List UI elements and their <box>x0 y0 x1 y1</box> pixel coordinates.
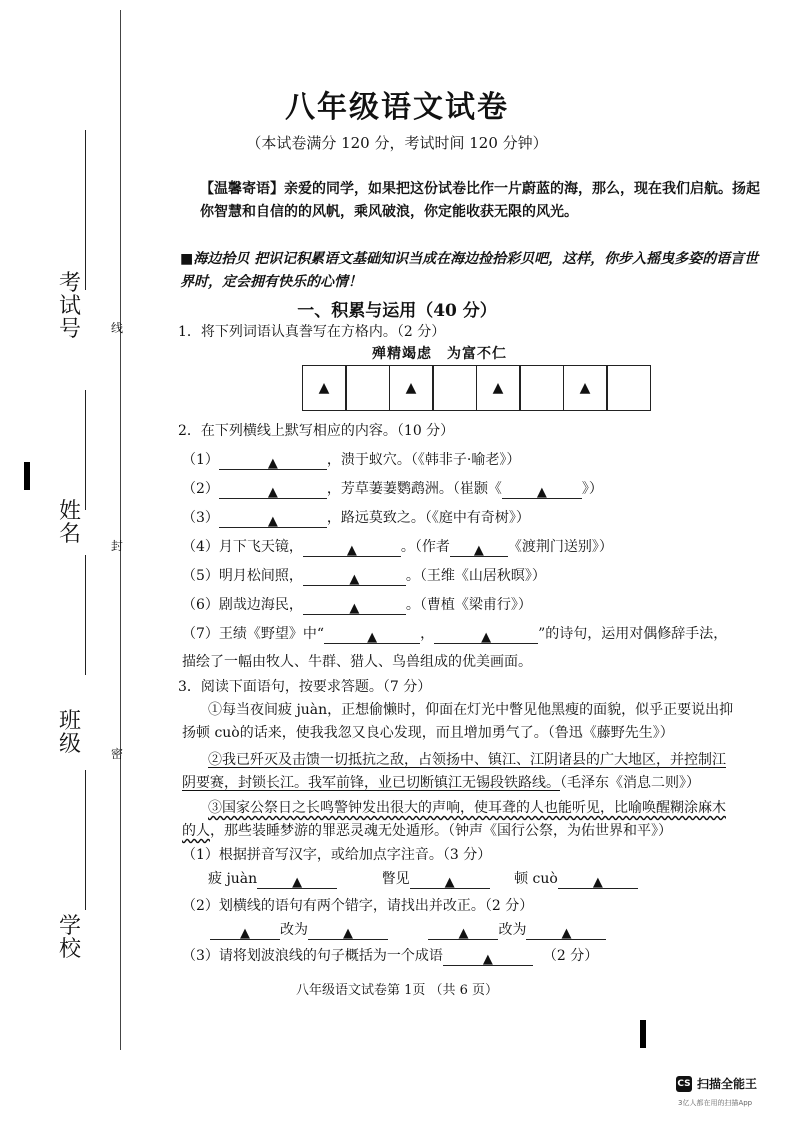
seal-mark-mi: 密 <box>110 747 123 761</box>
q3-passage-1-line-1: ①每当夜间疲 juàn，正想偷懒时，仰面在灯光中瞥见他黑瘦的面貌，似乎正要说出抑 <box>208 702 734 718</box>
underlined-sentence: 阴要赛，封锁长江。我军前锋，业已切断镇江无锡段铁路线。 <box>182 775 560 791</box>
triangle-mark: ▲ <box>343 926 353 941</box>
triangle-mark: ▲ <box>481 630 492 645</box>
pinyin-prompt: 顿 cuò <box>514 871 558 887</box>
q2-line-3 <box>182 508 530 528</box>
q3-passage-3-line-2 <box>182 821 672 841</box>
answer-blank[interactable] <box>443 949 533 966</box>
q3-sub2-answers <box>210 920 606 940</box>
school-line <box>85 770 86 910</box>
answer-blank[interactable] <box>303 569 406 586</box>
answer-blank[interactable] <box>410 872 490 889</box>
exam-no-line <box>85 130 86 290</box>
grid-cell[interactable]: ▲ <box>563 365 608 411</box>
q3-sub1-stem: （1）根据拼音写汉字，或给加点字注音。（3 分） <box>182 847 492 863</box>
answer-blank[interactable] <box>210 923 280 940</box>
grid-cell[interactable] <box>519 365 564 411</box>
q3-stem: 3．阅读下面语句，按要求答题。（7 分） <box>178 679 432 695</box>
item-text: （3）请将划波浪线的句子概括为一个成语 <box>182 948 443 964</box>
class-label: 班级 <box>58 709 81 758</box>
wavy-underlined-sentence: ③国家公祭日之长鸣警钟发出很大的声响，使耳聋的人也能听见，比喻唤醒糊涂麻木 <box>208 800 726 816</box>
q2-line-7 <box>182 624 727 644</box>
triangle-mark: ▲ <box>444 875 455 890</box>
grid-cell[interactable]: ▲ <box>476 365 521 411</box>
item-text: （7）王绩《野望》中“ <box>182 626 325 642</box>
item-text: ，芳草萋萋鹦鹉洲。（崔颢《 <box>326 481 502 497</box>
triangle-mark: ▲ <box>473 543 484 558</box>
grid-cell[interactable]: ▲ <box>389 365 434 411</box>
q3-sub3 <box>182 946 598 966</box>
seal-mark-xian: 线 <box>110 321 123 335</box>
camscanner-logo-icon: CS <box>676 1076 692 1092</box>
item-text: ，路远莫致之。（《庭中有奇树》） <box>326 510 530 526</box>
triangle-mark: ▲ <box>561 926 572 941</box>
seal-mark-feng: 封 <box>110 539 123 553</box>
item-text: （6）剧哉边海民， <box>182 597 303 613</box>
item-text: （5）明月松间照， <box>182 568 303 584</box>
answer-blank[interactable] <box>324 627 420 644</box>
alignment-bar-bottom <box>640 1020 646 1048</box>
q3-passage-2-line-2 <box>182 773 700 793</box>
triangle-mark: ▲ <box>267 485 278 500</box>
pinyin-prompt: 疲 juàn <box>208 871 258 887</box>
seaside-text: 把识记积累语文基础知识当成在海边捡拾彩贝吧，这样，你步入摇曳多姿的语言世界时，定会拥有快乐的心情！ <box>180 251 759 290</box>
name-label: 姓名 <box>58 499 81 548</box>
q2-line-6 <box>182 595 532 615</box>
item-text: 。（作者 <box>400 539 450 555</box>
q3-passage-3-line-1 <box>208 798 726 818</box>
q2-line-7-cont: 描绘了一幅由牧人、牛群、猎人、鸟兽组成的优美画面。 <box>182 654 532 670</box>
triangle-mark: ▲ <box>267 514 278 529</box>
answer-blank[interactable] <box>558 872 638 889</box>
grid-cell[interactable] <box>345 365 390 411</box>
triangle-mark: ▲ <box>367 630 378 645</box>
page-title: 八年级语文试卷 <box>285 90 509 125</box>
answer-blank[interactable] <box>502 482 582 499</box>
page-footer: 八年级语文试卷第 1页 （共 6 页） <box>295 983 499 998</box>
item-text: 《渡荆门送别》） <box>507 539 613 555</box>
q2-line-2 <box>182 479 603 499</box>
item-number: （3） <box>182 510 219 526</box>
item-text: ”的诗句，运用对偶修辞手法， <box>538 626 728 642</box>
q3-passage-2-line-1 <box>208 750 726 770</box>
answer-blank[interactable] <box>308 923 388 940</box>
grid-cell[interactable] <box>432 365 477 411</box>
q2-line-4 <box>182 537 613 557</box>
answer-blank[interactable] <box>434 627 538 644</box>
triangle-mark: ▲ <box>536 485 547 500</box>
triangle-mark: ▲ <box>592 875 603 890</box>
triangle-mark: ▲ <box>458 926 469 941</box>
answer-blank[interactable] <box>219 511 327 528</box>
answer-blank[interactable] <box>219 482 327 499</box>
answer-blank[interactable] <box>303 598 406 615</box>
greeting-label: 【温馨寄语】 <box>200 181 284 197</box>
greeting-paragraph <box>200 178 760 224</box>
q1-answer-grid <box>303 365 651 411</box>
page-subtitle: （本试卷满分 120 分，考试时间 120 分钟） <box>246 134 548 152</box>
item-text: （2 分） <box>542 948 599 964</box>
exam-no-label: 考试号 <box>58 271 81 343</box>
item-text: ， <box>420 626 435 642</box>
seaside-paragraph <box>180 248 765 294</box>
camscanner-tagline: 3亿人都在用的扫描App <box>678 1099 753 1107</box>
triangle-mark: ▲ <box>349 601 360 616</box>
triangle-mark: ▲ <box>349 572 360 587</box>
passage-text: ，那些装睡梦游的罪恶灵魂无处遁形。（钟声《国行公祭，为佑世界和平》） <box>210 823 672 839</box>
triangle-mark: ▲ <box>346 543 357 558</box>
change-word: 改为 <box>498 922 527 938</box>
triangle-mark: ▲ <box>292 875 303 890</box>
q3-sub1-answers <box>208 869 638 889</box>
item-text: ，溃于蚁穴。（《韩非子·喻老》） <box>326 452 521 468</box>
pinyin-prompt: 瞥见 <box>381 871 410 887</box>
grid-cell[interactable] <box>606 365 651 411</box>
section-title: 一、积累与运用（40 分） <box>297 301 497 321</box>
answer-blank[interactable] <box>428 923 498 940</box>
answer-blank[interactable] <box>526 923 606 940</box>
q2-line-5 <box>182 566 546 586</box>
item-text: 》） <box>581 481 603 497</box>
camscanner-name: 扫描全能王 <box>697 1077 758 1091</box>
change-word: 改为 <box>280 922 308 938</box>
answer-blank[interactable] <box>257 872 337 889</box>
triangle-mark: ▲ <box>267 456 278 471</box>
item-number: （2） <box>182 481 219 497</box>
q1-stem: 1．将下列词语认真誊写在方格内。（2 分） <box>178 324 446 340</box>
alignment-bar-left <box>24 462 30 490</box>
school-label: 学校 <box>58 914 81 963</box>
q3-sub2-stem: （2）划横线的语句有两个错字，请找出并改正。（2 分） <box>182 898 534 914</box>
q3-passage-1-line-2: 扬顿 cuò的话来，使我我忽又良心发现，而且增加勇气了。（鲁迅《藤野先生》） <box>182 725 674 741</box>
greeting-text: 亲爱的同学，如果把这份试卷比作一片蔚蓝的海，那么，现在我们启航。扬起你智慧和自信的的风帆，乘风破浪，你定能收获无限的风光。 <box>200 181 760 220</box>
answer-blank[interactable] <box>219 453 327 470</box>
name-line <box>85 390 86 510</box>
seaside-label: ■海边拾贝 <box>180 251 250 267</box>
passage-source: （毛泽东《消息二则》） <box>560 775 700 791</box>
q1-words: 殚精竭虑 为富不仁 <box>372 346 507 362</box>
item-text: （4）月下飞天镜， <box>182 539 303 555</box>
item-text: 。（王维《山居秋暝》） <box>405 568 546 584</box>
class-line <box>85 555 86 675</box>
grid-cell[interactable]: ▲ <box>302 365 347 411</box>
q2-line-1 <box>182 450 520 470</box>
item-text: 。（曹植《梁甫行》） <box>405 597 532 613</box>
answer-blank[interactable] <box>450 540 508 557</box>
binding-edge-line <box>120 10 121 1050</box>
triangle-mark: ▲ <box>240 926 250 941</box>
item-number: （1） <box>182 452 219 468</box>
q2-stem: 2．在下列横线上默写相应的内容。（10 分） <box>178 423 455 439</box>
answer-blank[interactable] <box>303 540 401 557</box>
underlined-sentence: ②我已歼灭及击馈一切抵抗之敌，占领扬中、镇江、江阴诸县的广大地区，并控制江 <box>208 752 726 768</box>
wavy-underlined-sentence: 的人 <box>182 823 210 839</box>
triangle-mark: ▲ <box>482 952 493 967</box>
